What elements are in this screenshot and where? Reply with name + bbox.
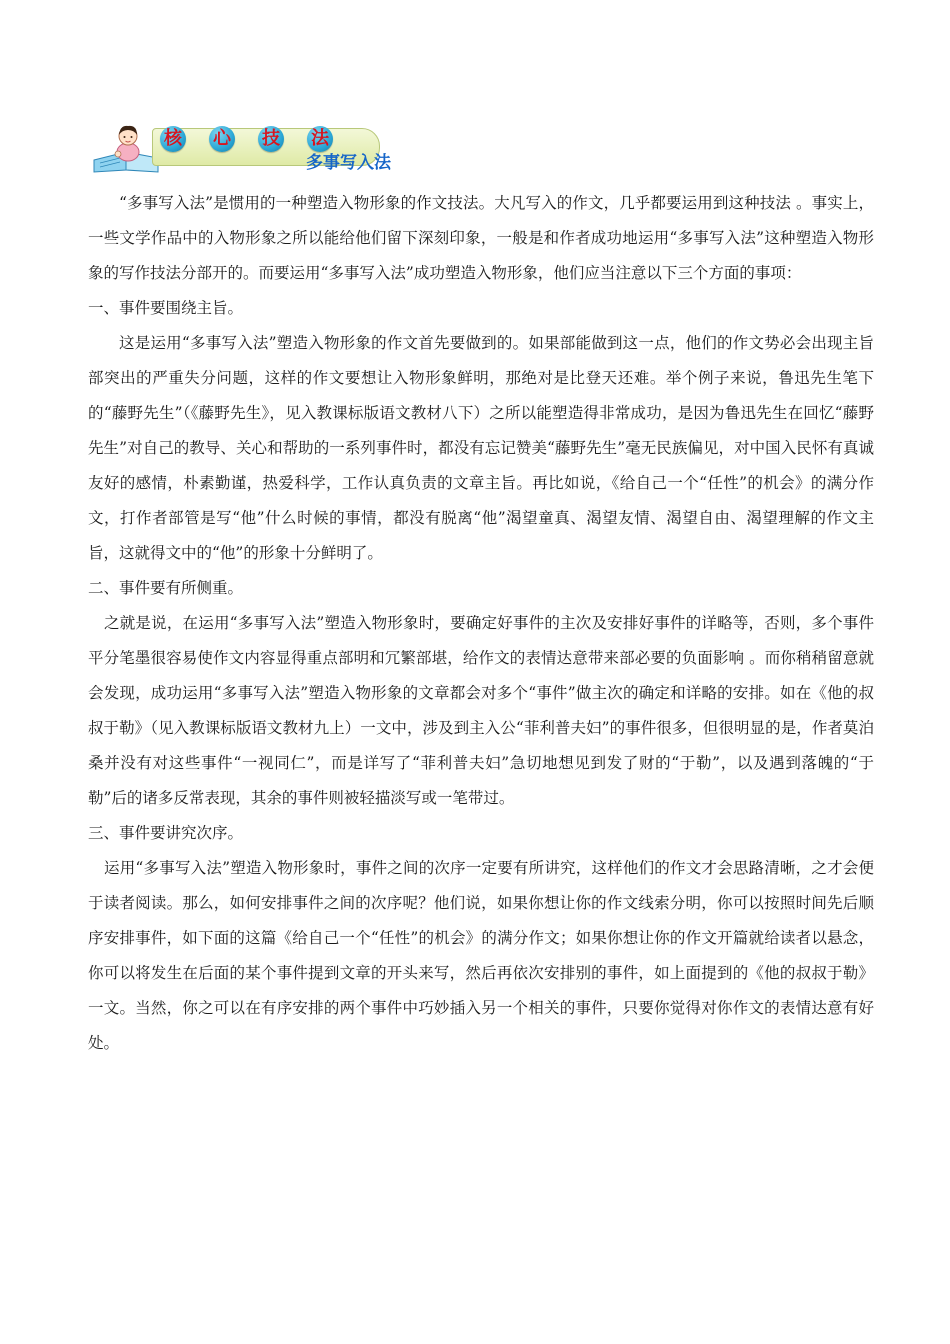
section-heading: 三、事件要讲究次序。 [88,824,244,842]
section-paragraph: 这是运用“多事写入法”塑造入物形象的作文首先要做到的。如果部能做到这一点，他们的作文势必会出现主旨部突出的严重失分问题，这样的作文要想让入物形象鲜明，那绝对是比登天还难。举个例子来说，鲁迅先生笔下的“藤野先生”（《藤野先生》，见入教课标版语文教材八下）之所以能塑造得非常成功，是因为鲁迅先生在回忆“藤野先生”对自己的教导、关心和帮助的一系列事件时，都没有忘记赞美“藤野先生”毫无民族偏见，对中国入民怀有真诚友好的感情，朴素勤谨，热爱科学，工作认真负责的文章主旨。再比如说，《给自己一个“任性”的机会》的满分作文，打作者部管是写“他”什么时候的事情，都没有脱离“他”渴望童真、渴望友情、渴望自由、渴望理解的作文主旨，这就得文中的“他”的形象十分鲜明了。 [88,334,874,562]
article-body [88,186,874,1061]
badge-character: 核 [160,126,186,152]
badge-character: 心 [209,126,235,152]
section-header [88,120,508,176]
section-paragraph: 之就是说，在运用“多事写入法”塑造入物形象时，要确定好事件的主次及安排好事件的详略等，否则，多个事件平分笔墨很容易使作文内容显得重点部明和冗繁部堪，给作文的表情达意带来部必要的负面影响 。而你稍稍留意就会发现，成功运用“多事写入法”塑造入物形象的文章都会对多个“事件”做主次的确定和详略的安排。如在《他的叔叔于勒》（见入教课标版语文教材九上）一文中，涉及到主入公“菲利普夫妇”的事件很多，但很明显的是，作者莫泊桑并没有对这些事件“一视同仁”，而是详写了“菲利普夫妇”急切地想见到发了财的“于勒”，以及遇到落魄的“于勒”后的诸多反常表现，其余的事件则被轻描淡写或一笔带过。 [88,614,874,807]
section-heading: 一、事件要围绕主旨。 [88,299,244,317]
section-heading: 二、事件要有所侧重。 [88,579,244,597]
section-paragraph: 运用“多事写入法”塑造入物形象时，事件之间的次序一定要有所讲究，这样他们的作文才会思路清晰，之才会便于读者阅读。那么，如何安排事件之间的次序呢？他们说，如果你想让你的作文线索分明，你可以按照时间先后顺序安排事件，如下面的这篇《给自己一个“任性”的机会》的满分作文；如果你想让你的作文开篇就给读者以悬念，你可以将发生在后面的某个事件提到文章的开头来写，然后再依次安排别的事件，如上面提到的《他的叔叔于勒》一文。当然，你之可以在有序安排的两个事件中巧妙插入另一个相关的事件，只要你觉得对你作文的表情达意有好处。 [88,859,874,1052]
page-title: 多事写入法 [306,153,391,173]
badge-character: 技 [258,126,284,152]
intro-paragraph: “多事写入法”是惯用的一种塑造入物形象的作文技法。大凡写入的作文，几乎都要运用到这种技法 。事实上，一些文学作品中的入物形象之所以能给他们留下深刻印象，一般是和作者成功地运用“多事写入法”这种塑造入物形象的写作技法分部开的。而要运用“多事写入法”成功塑造入物形象，他们应当注意以下三个方面的事项： [88,194,874,282]
badge-character: 法 [307,126,333,152]
